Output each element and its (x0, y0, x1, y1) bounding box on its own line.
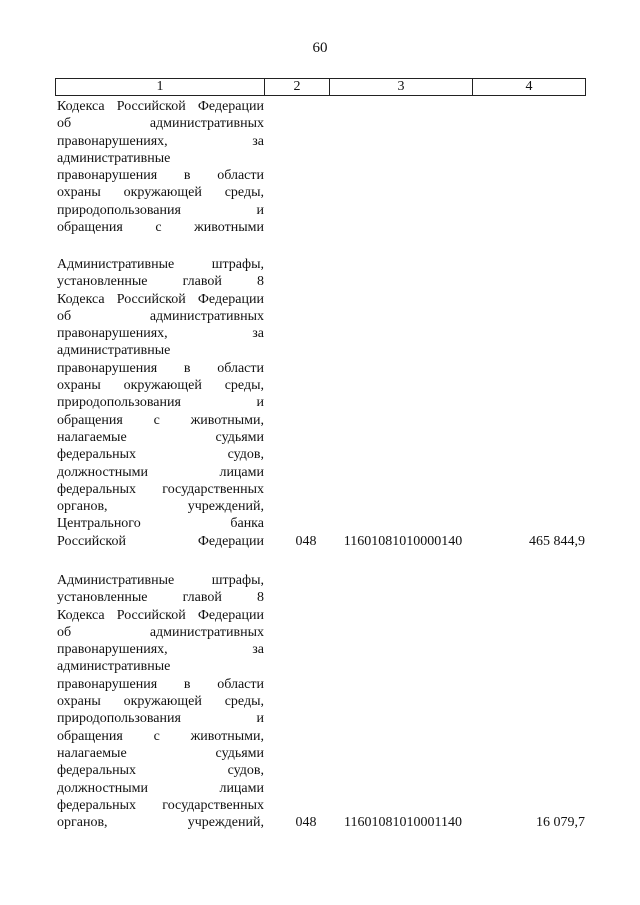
description-line: административные (57, 659, 171, 675)
income-code-cell: 11601081010000140 (343, 533, 463, 549)
description-line: Центрального банка (57, 516, 264, 532)
description-line: Российской Федерации (57, 533, 264, 549)
description-line: охраны окружающей среды, (57, 694, 264, 710)
description-line: правонарушениях, за (57, 326, 264, 342)
page-number: 60 (312, 40, 328, 56)
description-line: Административные штрафы, (57, 257, 264, 272)
description-line: правонарушениях, за (57, 133, 264, 149)
description-line: должностными лицами (57, 464, 264, 480)
description-line: природопользования и (57, 711, 264, 727)
description-line: федеральных государственных (57, 481, 264, 497)
amount-cell: 465 844,9 (529, 533, 585, 549)
description-line: охраны окружающей среды, (57, 185, 264, 201)
description-line: правонарушения в области (57, 168, 264, 184)
table-row-description (57, 98, 264, 236)
description-line: об административных (57, 308, 264, 324)
description-line: обращения с животными, (57, 412, 264, 428)
description-line: налагаемые судьями (57, 745, 264, 761)
description-line: федеральных судов, (57, 763, 264, 779)
amount-cell: 16 079,7 (536, 815, 585, 831)
description-line: охраны окружающей среды, (57, 378, 264, 394)
description-line: об административных (57, 116, 264, 132)
description-line: органов, учреждений, (57, 499, 264, 515)
description-line: Кодекса Российской Федерации (57, 99, 264, 114)
header-col-1: 1 (56, 79, 265, 95)
description-line: правонарушения в области (57, 676, 264, 692)
description-line: федеральных государственных (57, 797, 264, 813)
description-line: природопользования и (57, 202, 264, 218)
description-line: административные (57, 150, 171, 166)
description-line: Кодекса Российской Федерации (57, 291, 264, 307)
description-line: органов, учреждений, (57, 815, 264, 831)
admin-code-cell: 048 (295, 533, 317, 549)
table-header (55, 78, 586, 96)
description-line: административные (57, 343, 171, 359)
description-line: установленные главой 8 (57, 274, 264, 290)
table-row-description (57, 256, 264, 550)
description-line: обращения с животными (57, 220, 264, 236)
description-line: налагаемые судьями (57, 429, 264, 445)
description-line: Административные штрафы, (57, 573, 264, 588)
description-line: установленные главой 8 (57, 590, 264, 606)
header-col-3: 3 (330, 79, 473, 95)
description-line: обращения с животными, (57, 728, 264, 744)
admin-code-cell: 048 (295, 815, 317, 831)
description-line: правонарушениях, за (57, 642, 264, 658)
description-line: Кодекса Российской Федерации (57, 607, 264, 623)
description-line: должностными лицами (57, 780, 264, 796)
description-line: федеральных судов, (57, 447, 264, 463)
description-line: природопользования и (57, 395, 264, 411)
header-col-2: 2 (265, 79, 330, 95)
header-col-4: 4 (525, 79, 533, 94)
income-code-cell: 11601081010001140 (344, 815, 462, 831)
description-line: правонарушения в области (57, 360, 264, 376)
table-row-description (57, 572, 264, 831)
description-line: об административных (57, 624, 264, 640)
